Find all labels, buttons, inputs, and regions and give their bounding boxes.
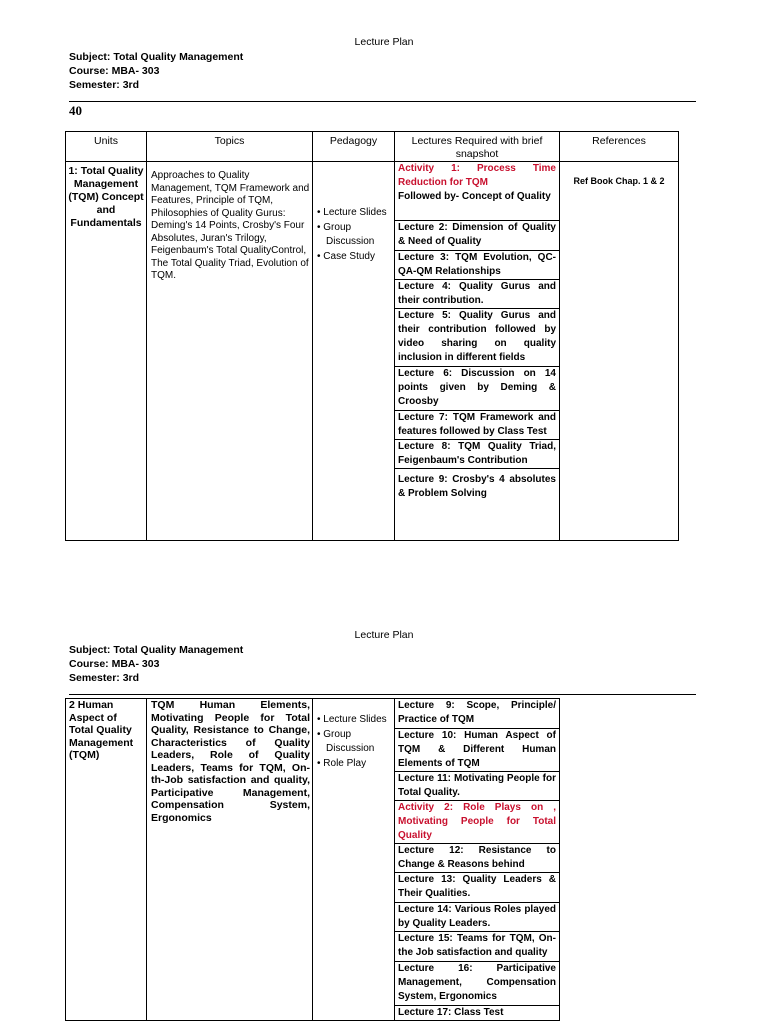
lecture-plan-table-2 [65,698,560,1021]
lecture-item: Lecture 5: Quality Gurus and their contribution followed by video sharing on quality inclusion in different fields [395,309,559,367]
divider-line [69,694,696,695]
lecture-item: Lecture 15: Teams for TQM, On-the Job satisfaction and quality [395,932,559,962]
header-references: References [560,132,679,162]
semester-line: Semester: 3rd [69,672,140,684]
table-header-row [66,132,679,162]
page2-title: Lecture Plan [354,629,414,641]
header-lectures: Lectures Required with brief snapshot [395,132,560,162]
page1-title: Lecture Plan [354,36,414,48]
pedagogy-item: • Lecture Slides [317,206,394,221]
header-pedagogy: Pedagogy [313,132,395,162]
semester-line: Semester: 3rd [69,79,140,91]
course-line: Course: MBA- 303 [69,658,160,670]
lecture-item: Lecture 10: Human Aspect of TQM & Different Human Elements of TQM [395,729,559,772]
pedagogy-item: • Role Play [317,757,394,772]
table-row [66,699,560,1021]
header-topics: Topics [147,132,313,162]
page2-meta [69,643,243,685]
references-cell: Ref Book Chap. 1 & 2 [560,162,679,541]
activity-block: Activity 2: Role Plays on , Motivating People for Total Quality [395,801,559,844]
pedagogy-cell [313,699,395,1021]
unit-cell: 1: Total Quality Management (TQM) Concept and Fundamentals [66,162,147,541]
pedagogy-item: • Group Discussion [317,221,394,250]
divider-line [69,101,696,102]
lecture-item: Lecture 16: Participative Management, Compensation System, Ergonomics [395,962,559,1006]
lecture-item: Lecture 9: Crosby's 4 absolutes & Problem Solving [398,474,556,499]
page-number: 40 [69,103,82,118]
activity-block [395,162,559,221]
lecture-plan-table-1 [65,131,679,541]
table-row [66,162,679,541]
activity-followup: Followed by- Concept of Quality [398,191,551,202]
lecture-item: Lecture 17: Class Test [398,1007,504,1018]
pedagogy-item: • Group Discussion [317,728,394,757]
subject-line: Subject: Total Quality Management [69,644,244,656]
topics-cell: Approaches to Quality Management, TQM Framework and Features, Principle of TQM, Philosophies of Quality Gurus: Deming's 14 Points, Crosby's Four Absolutes, Juran's Trilogy, Feigenbaum's Total QualityControl, The Total Quality Triad, Evolution of TQM. [147,162,313,541]
topics-cell: TQM Human Elements, Motivating People for Total Quality, Resistance to Change, Characteristics of Quality Leaders, Role of Quality Leaders, Teams for TQM, On-th-Job satisfaction and quality, Participative Management, Compensation System, Ergonomics [147,699,313,1021]
lecture-item: Lecture 11: Motivating People for Total Quality. [395,772,559,801]
lecture-item: Lecture 6: Discussion on 14 points given by Deming & Croosby [395,367,559,411]
lecture-item: Lecture 7: TQM Framework and features followed by Class Test [395,411,559,440]
lecture-item: Lecture 9: Scope, Principle/ Practice of TQM [395,699,559,729]
pedagogy-cell [313,162,395,541]
lecture-item: Lecture 12: Resistance to Change & Reasons behind [395,844,559,873]
lecture-item: Lecture 13: Quality Leaders & Their Qualities. [395,873,559,903]
page1-meta [69,50,243,92]
lecture-item: Lecture 3: TQM Evolution, QC-QA-QM Relationships [395,251,559,280]
lectures-cell [395,162,560,541]
activity-label: Activity 1: Process Time Reduction for TQM [398,163,556,188]
lecture-item: Lecture 8: TQM Quality Triad, Feigenbaum's Contribution [395,440,559,469]
unit-cell: 2 Human Aspect of Total Quality Management (TQM) [66,699,147,1021]
subject-line: Subject: Total Quality Management [69,51,244,63]
pedagogy-item: • Lecture Slides [317,713,394,728]
lecture-item: Lecture 2: Dimension of Quality & Need of Quality [395,221,559,251]
lectures-cell [395,699,560,1021]
lecture-item: Lecture 14: Various Roles played by Quality Leaders. [395,903,559,932]
pedagogy-item: • Case Study [317,250,394,265]
lecture-item: Lecture 4: Quality Gurus and their contribution. [395,280,559,309]
header-units: Units [66,132,147,162]
course-line: Course: MBA- 303 [69,65,160,77]
